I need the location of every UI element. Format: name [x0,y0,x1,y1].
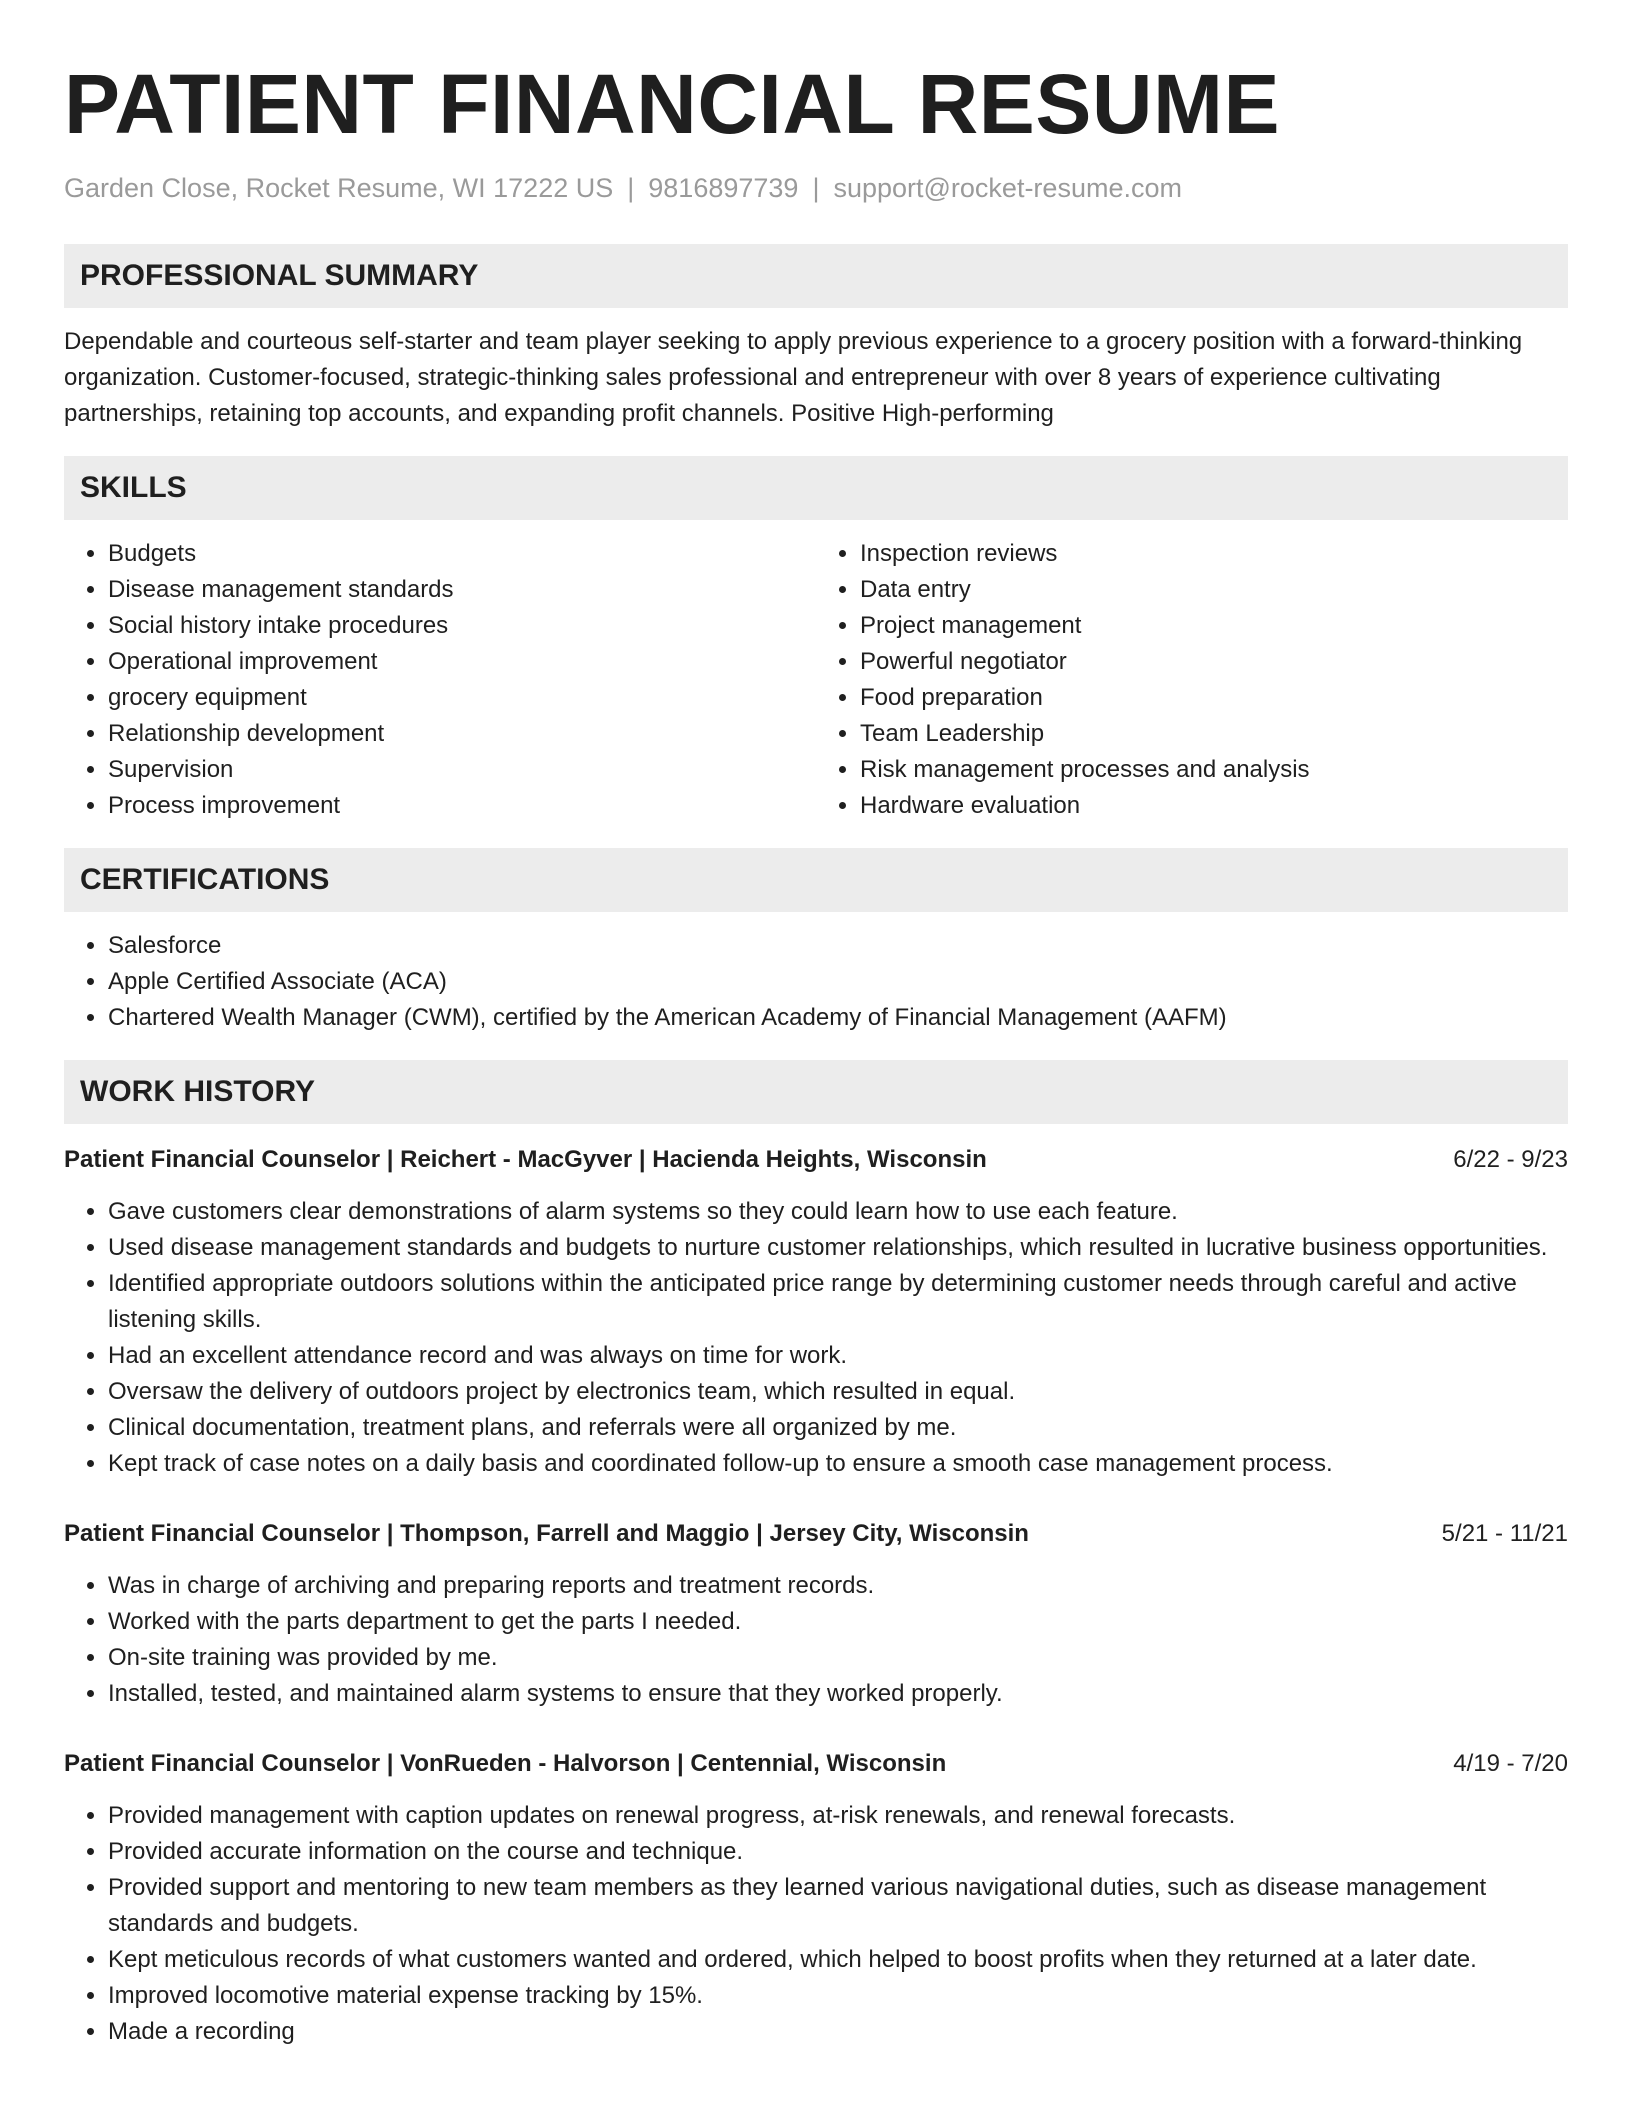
skill-item: • Hardware evaluation [860,788,1568,824]
skill-item: • Inspection reviews [860,536,1568,572]
job-bullet: • Worked with the parts department to get the parts I needed. [108,1604,1568,1640]
job-bullet: • Clinical documentation, treatment plans, and referrals were all organized by me. [108,1410,1568,1446]
job-header [64,1516,1568,1552]
section-heading-summary: PROFESSIONAL SUMMARY [64,244,1568,308]
skill-item: • Operational improvement [108,644,816,680]
summary-text: Dependable and courteous self-starter and team player seeking to apply previous experience to a grocery position with a forward-thinking organization. Customer-focused, strategic-thinking sales professional and entrepreneur with over 8 years of experience cultivating partnerships, retaining top accounts, and expanding profit channels. Positive High-performing [64,328,1523,427]
section-heading-work-history: WORK HISTORY [64,1060,1568,1124]
skill-item: • Process improvement [108,788,816,824]
certifications-list [64,928,1568,1036]
job-bullet: • Provided management with caption updates on renewal progress, at-risk renewals, and renewal forecasts. [108,1798,1568,1834]
job-title: Patient Financial Counselor | Thompson, Farrell and Maggio | Jersey City, Wisconsin [64,1520,1029,1547]
job-header [64,1746,1568,1782]
job-title: Patient Financial Counselor | Reichert - MacGyver | Hacienda Heights, Wisconsin [64,1146,987,1173]
skill-item: • Team Leadership [860,716,1568,752]
job-entry [64,1142,1568,1482]
job-bullet: • Was in charge of archiving and preparing reports and treatment records. [108,1568,1568,1604]
job-bullet: • Kept track of case notes on a daily basis and coordinated follow-up to ensure a smooth case management process. [108,1446,1568,1482]
job-bullet: • Provided accurate information on the course and technique. [108,1834,1568,1870]
job-bullet: • Made a recording [108,2014,1568,2050]
certification-item: • Salesforce [108,928,1568,964]
skill-item: • Food preparation [860,680,1568,716]
skill-item: • grocery equipment [108,680,816,716]
job-header [64,1142,1568,1178]
job-dates: 4/19 - 7/20 [1453,1750,1568,1777]
contact-email[interactable]: support@rocket-resume.com [833,173,1182,203]
contact-separator: | [627,173,635,203]
job-dates: 6/22 - 9/23 [1453,1146,1568,1173]
contact-address: Garden Close, Rocket Resume, WI 17222 US [64,173,614,203]
job-bullet: • On-site training was provided by me. [108,1640,1568,1676]
skill-item: • Project management [860,608,1568,644]
certification-item: • Apple Certified Associate (ACA) [108,964,1568,1000]
job-bullet: • Used disease management standards and budgets to nurture customer relationships, which resulted in lucrative business opportunities. [108,1230,1568,1266]
job-bullets [64,1568,1568,1712]
contact-line [64,170,1568,206]
skill-item: • Budgets [108,536,816,572]
resume-name: PATIENT FINANCIAL RESUME [64,57,1281,151]
job-bullet: • Provided support and mentoring to new team members as they learned various navigational duties, such as disease management standards and budgets. [108,1870,1568,1942]
skill-item: • Disease management standards [108,572,816,608]
section-heading-skills: SKILLS [64,456,1568,520]
job-dates: 5/21 - 11/21 [1441,1520,1568,1547]
resume-page [64,0,1568,2050]
job-bullets [64,1194,1568,1482]
job-bullets [64,1798,1568,2050]
certification-item: • Chartered Wealth Manager (CWM), certified by the American Academy of Financial Management (AAFM) [108,1000,1568,1036]
contact-separator: | [812,173,820,203]
section-heading-certifications: CERTIFICATIONS [64,848,1568,912]
skill-item: • Risk management processes and analysis [860,752,1568,788]
skills-list-right [816,536,1568,824]
job-bullet: • Improved locomotive material expense tracking by 15%. [108,1978,1568,2014]
job-entry [64,1516,1568,1712]
job-bullet: • Kept meticulous records of what customers wanted and ordered, which helped to boost profits when they returned at a later date. [108,1942,1568,1978]
job-bullet: • Oversaw the delivery of outdoors project by electronics team, which resulted in equal. [108,1374,1568,1410]
job-entry [64,1746,1568,2050]
skills-list-left [64,536,816,824]
skill-item: • Powerful negotiator [860,644,1568,680]
contact-phone: 9816897739 [648,173,799,203]
skill-item: • Relationship development [108,716,816,752]
skill-item: • Data entry [860,572,1568,608]
job-bullet: • Identified appropriate outdoors solutions within the anticipated price range by determining customer needs through careful and active listening skills. [108,1266,1568,1338]
job-title: Patient Financial Counselor | VonRueden - Halvorson | Centennial, Wisconsin [64,1750,947,1777]
job-bullet: • Installed, tested, and maintained alarm systems to ensure that they worked properly. [108,1676,1568,1712]
skills-grid [64,536,1568,824]
job-bullet: • Gave customers clear demonstrations of alarm systems so they could learn how to use each feature. [108,1194,1568,1230]
skill-item: • Social history intake procedures [108,608,816,644]
skill-item: • Supervision [108,752,816,788]
job-bullet: • Had an excellent attendance record and was always on time for work. [108,1338,1568,1374]
